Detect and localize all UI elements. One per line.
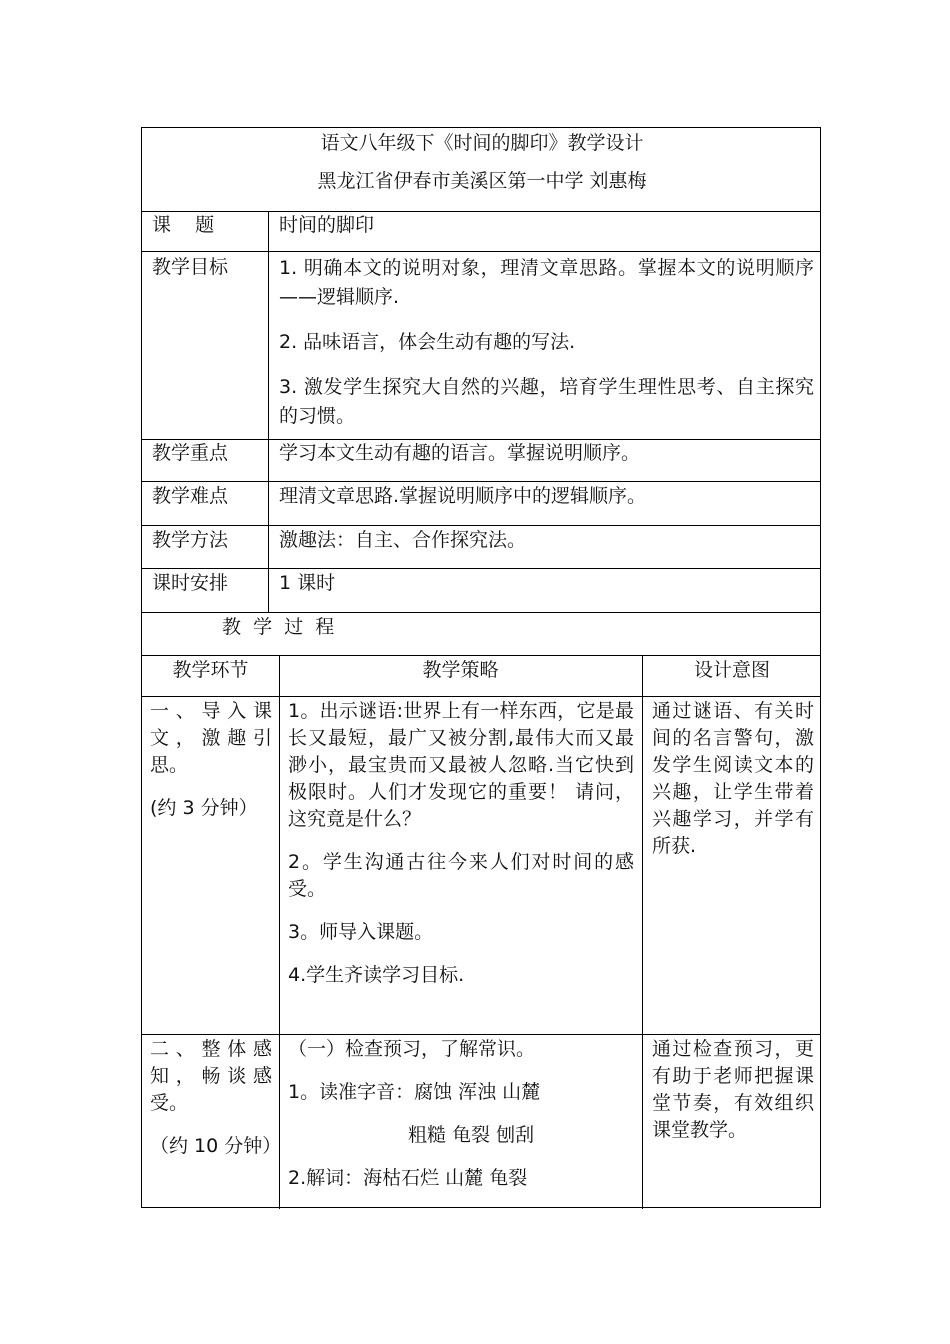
strategy-item: （一）检查预习，了解常识。 <box>288 1038 536 1060</box>
column-header-strategy: 教学策略 <box>422 659 499 681</box>
difficulties-value: 理清文章思路.掌握说明顺序中的逻辑顺序。 <box>279 485 647 507</box>
stage-duration: （约 10 分钟） <box>150 1135 282 1157</box>
divider <box>142 1034 820 1035</box>
label-objectives: 教学目标 <box>152 256 229 278</box>
stage-title: 二、整体感知，畅谈感受。 <box>150 1038 272 1114</box>
objective-item: 2. 品味语言，体会生动有趣的写法. <box>279 331 576 353</box>
intent-cell <box>652 1036 814 1144</box>
divider <box>142 696 820 697</box>
column-header-intent: 设计意图 <box>693 659 770 681</box>
label-topic: 课 题 <box>152 214 215 236</box>
process-title: 教 学 过 程 <box>222 616 335 638</box>
lesson-plan-table <box>141 127 821 1208</box>
objective-item: 1. 明确本文的说明对象，理清文章思路。掌握本文的说明顺序——逻辑顺序. <box>279 257 814 308</box>
stage-cell <box>150 1036 282 1160</box>
strategy-item: 2.解词：海枯石烂 山麓 龟裂 <box>288 1167 528 1189</box>
divider <box>142 525 820 526</box>
label-difficulties: 教学难点 <box>152 485 229 507</box>
topic-value: 时间的脚印 <box>279 214 375 236</box>
divider <box>142 612 820 613</box>
divider <box>142 481 820 482</box>
intent-cell <box>652 698 814 860</box>
label-schedule: 课时安排 <box>152 572 229 594</box>
stage-cell <box>150 698 272 822</box>
column-header-stage: 教学环节 <box>172 659 249 681</box>
objective-item: 3. 激发学生探究大自然的兴趣，培育学生理性思考、自主探究的习惯。 <box>279 376 814 427</box>
strategy-cell <box>288 698 634 989</box>
key-points-value: 学习本文生动有趣的语言。掌握说明顺序。 <box>279 442 641 464</box>
strategy-item: 2。学生沟通古往今来人们对时间的感受。 <box>288 851 634 900</box>
divider <box>142 568 820 569</box>
divider <box>142 655 820 656</box>
column-divider <box>268 211 269 612</box>
strategy-item: 1。出示谜语:世界上有一样东西，它是最长又最短，最广又被分割,最伟大而又最渺小，最宝贵而又最被人忽略.当它快到极限时。人们才发现它的重要！ 请问，这究竟是什么？ <box>288 700 634 830</box>
intent-text: 通过谜语、有关时间的名言警句，激发学生阅读文本的兴趣，让学生带着兴趣学习，并学有所获. <box>652 700 814 857</box>
strategy-item: 3。师导入课题。 <box>288 921 434 943</box>
intent-text: 通过检查预习，更有助于老师把握课堂节奏，有效组织课堂教学。 <box>652 1038 814 1141</box>
column-divider <box>279 655 280 1209</box>
schedule-value: 1 课时 <box>279 572 336 594</box>
methods-value: 激趣法：自主、合作探究法。 <box>279 529 527 551</box>
strategy-item: 粗糙 龟裂 刨刮 <box>408 1124 535 1146</box>
stage-title: 一、导入课文，激趣引思。 <box>150 700 272 776</box>
label-key-points: 教学重点 <box>152 442 229 464</box>
divider <box>142 251 820 252</box>
column-divider <box>642 655 643 1209</box>
document-title: 语文八年级下《时间的脚印》教学设计 <box>320 132 644 154</box>
label-methods: 教学方法 <box>152 529 229 551</box>
strategy-item: 4.学生齐读学习目标. <box>288 964 465 986</box>
stage-duration: (约 3 分钟） <box>150 797 258 819</box>
objectives-content <box>279 254 814 431</box>
strategy-cell <box>288 1036 634 1192</box>
author-line: 黑龙江省伊春市美溪区第一中学 刘惠梅 <box>317 170 647 192</box>
strategy-item: 1。读准字音：腐蚀 浑浊 山麓 <box>288 1081 541 1103</box>
